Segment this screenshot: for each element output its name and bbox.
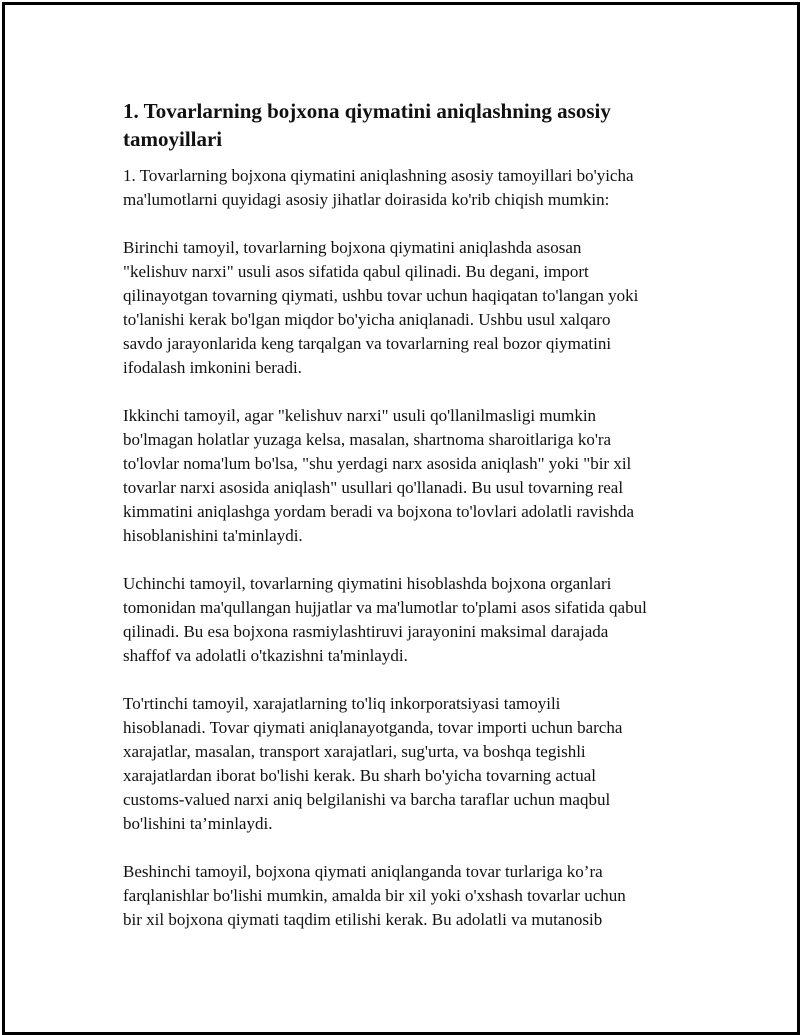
text-line: qilinadi. Bu esa bojxona rasmiylashtiruvi jarayonini maksimal darajada <box>123 622 609 641</box>
text-line: tomonidan ma'qullangan hujjatlar va ma'lumotlar to'plami asos sifatida qabul <box>123 598 647 617</box>
paragraph-second-principle <box>123 404 703 548</box>
text-line: xarajatlardan iborat bo'lishi kerak. Bu sharh bo'yicha tovarning actual <box>123 766 596 785</box>
text-line: Beshinchi tamoyil, bojxona qiymati aniqlanganda tovar turlariga ko’ra <box>123 862 603 881</box>
text-line: ma'lumotlarni quyidagi asosiy jihatlar doirasida ko'rib chiqish mumkin: <box>123 190 610 209</box>
text-line: tovarlar narxi asosida aniqlash" usullari qo'llanadi. Bu usul tovarning real <box>123 478 624 497</box>
text-line: farqlanishlar bo'lishi mumkin, amalda bir xil yoki o'xshash tovarlar uchun <box>123 886 626 905</box>
page-title <box>123 97 703 153</box>
text-line: To'rtinchi tamoyil, xarajatlarning to'liq inkorporatsiyasi tamoyili <box>123 694 561 713</box>
text-line: shaffof va adolatli o'tkazishni ta'minlaydi. <box>123 646 408 665</box>
text-line: bir xil bojxona qiymati taqdim etilishi kerak. Bu adolatli va mutanosib <box>123 910 603 929</box>
text-line: bo'lmagan holatlar yuzaga kelsa, masalan, shartnoma sharoitlariga ko'ra <box>123 430 612 449</box>
text-line: hisoblanishini ta'minlaydi. <box>123 526 303 545</box>
text-line: Uchinchi tamoyil, tovarlarning qiymatini hisoblashda bojxona organlari <box>123 574 612 593</box>
text-line: to'lovlar noma'lum bo'lsa, "shu yerdagi narx asosida aniqlash" yoki "bir xil <box>123 454 632 473</box>
text-line: "kelishuv narxi" usuli asos sifatida qabul qilinadi. Bu degani, import <box>123 262 589 281</box>
paragraph-first-principle <box>123 236 703 380</box>
text-line: Birinchi tamoyil, tovarlarning bojxona qiymatini aniqlashda asosan <box>123 238 582 257</box>
page-frame <box>2 2 800 1035</box>
paragraph-intro <box>123 164 703 212</box>
text-line: savdo jarayonlarida keng tarqalgan va tovarlarning real bozor qiymatini <box>123 334 612 353</box>
text-line: bo'lishini ta’minlaydi. <box>123 814 273 833</box>
text-line: customs-valued narxi aniq belgilanishi va barcha taraflar uchun maqbul <box>123 790 611 809</box>
text-line: to'lanishi kerak bo'lgan miqdor bo'yicha aniqlanadi. Ushbu usul xalqaro <box>123 310 611 329</box>
title-line: 1. Tovarlarning bojxona qiymatini aniqlashning asosiy <box>123 99 611 123</box>
text-line: Ikkinchi tamoyil, agar "kelishuv narxi" usuli qo'llanilmasligi mumkin <box>123 406 597 425</box>
document-body <box>123 97 703 956</box>
text-line: qilinayotgan tovarning qiymati, ushbu tovar uchun haqiqatan to'langan yoki <box>123 286 639 305</box>
text-line: 1. Tovarlarning bojxona qiymatini aniqlashning asosiy tamoyillari bo'yicha <box>123 166 634 185</box>
paragraph-fifth-principle <box>123 860 703 932</box>
text-line: xarajatlar, masalan, transport xarajatlari, sug'urta, va boshqa tegishli <box>123 742 586 761</box>
text-line: hisoblanadi. Tovar qiymati aniqlanayotganda, tovar importi uchun barcha <box>123 718 623 737</box>
paragraph-third-principle <box>123 572 703 668</box>
paragraph-fourth-principle <box>123 692 703 836</box>
title-line: tamoyillari <box>123 127 223 151</box>
text-line: ifodalash imkonini beradi. <box>123 358 302 377</box>
text-line: kimmatini aniqlashga yordam beradi va bojxona to'lovlari adolatli ravishda <box>123 502 635 521</box>
